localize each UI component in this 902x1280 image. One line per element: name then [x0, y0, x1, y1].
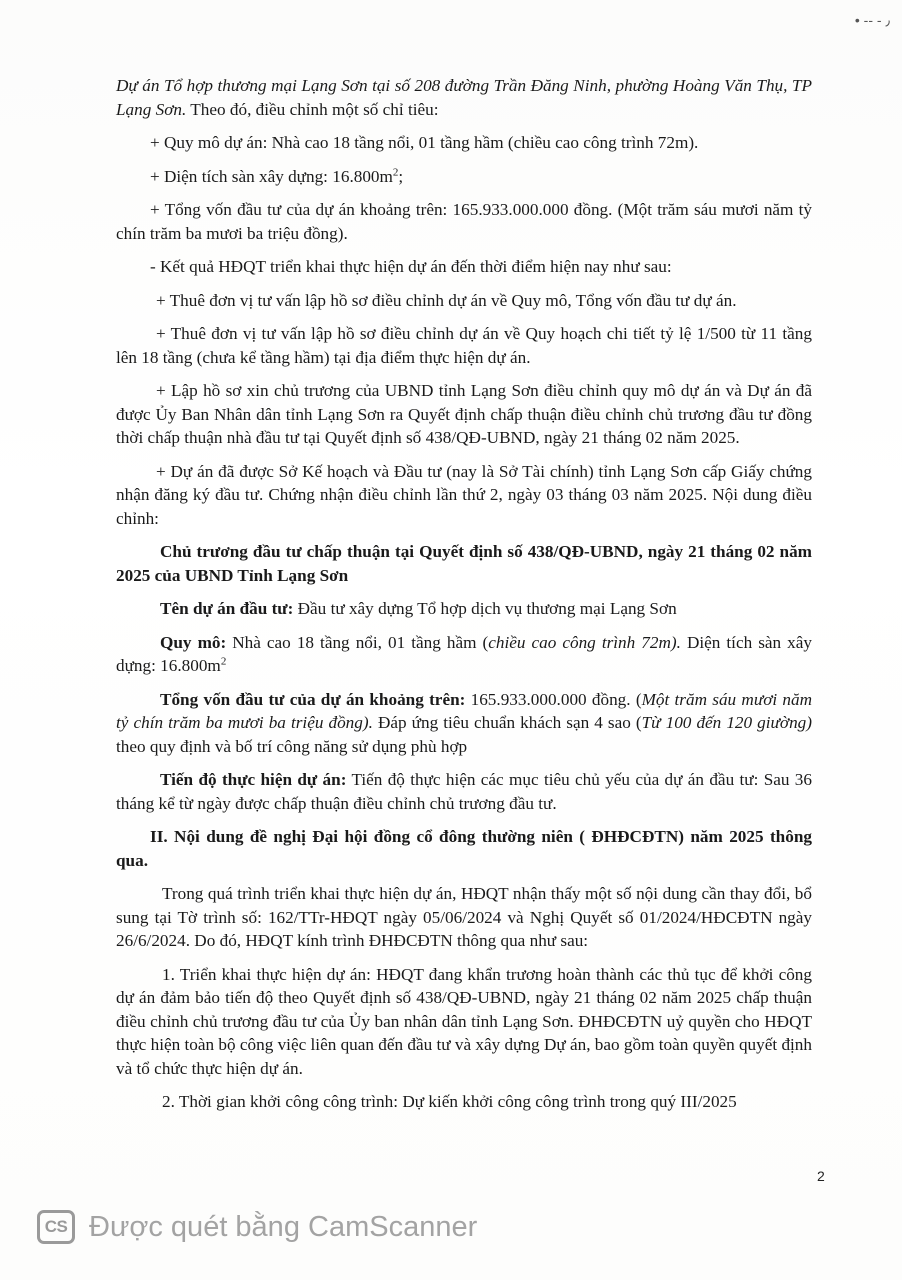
capital-text-1: 165.933.000.000 đồng. ( — [465, 689, 642, 709]
paragraph-consultant-plan: + Thuê đơn vị tư vấn lập hồ sơ điều chỉnh dự án về Quy hoạch chi tiết tỷ lệ 1/500 từ 11 tầng lên 18 tầng (chưa kể tầng hầm) tại địa điểm thực hiện dự án. — [116, 324, 812, 367]
scale-text-1: Nhà cao 18 tầng nổi, 01 tầng hầm ( — [226, 632, 489, 652]
scale-label: Quy mô: — [160, 632, 227, 652]
paragraph-investment-certificate: + Dự án đã được Sở Kế hoạch và Đầu tư (nay là Sở Tài chính) tỉnh Lạng Sơn cấp Giấy chứng nhận đăng ký đầu tư. Chứng nhận điều chỉnh lần thứ 2, ngày 03 tháng 03 năm 2025. Nội dung điều chỉnh: — [116, 461, 812, 528]
section-heading-ii: II. Nội dung đề nghị Đại hội đồng cổ đông thường niên ( ĐHĐCĐTN) năm 2025 thông qua. — [116, 827, 812, 870]
capital-text-2: Đáp ứng tiêu chuẩn khách sạn 4 sao ( — [372, 713, 642, 732]
floor-area-sup: 2 — [392, 165, 399, 178]
document-body — [116, 74, 812, 1124]
paragraph-floor-area — [116, 165, 812, 189]
paragraph-policy-application: + Lập hồ sơ xin chủ trương của UBND tỉnh Lạng Sơn điều chỉnh quy mô dự án và Dự án đã được Ủy Ban Nhân dân tỉnh Lạng Sơn ra Quyết định chấp thuận điều chỉnh chủ trương đầu tư đồng thời chấp thuận nhà đầu tư tại Quyết định số 438/QĐ-UBND, ngày 21 tháng 02 năm 2025. — [116, 381, 812, 447]
paragraph-results-heading: - Kết quả HĐQT triển khai thực hiện dự án đến thời điểm hiện nay như sau: — [150, 257, 672, 276]
paragraph-scale: + Quy mô dự án: Nhà cao 18 tầng nổi, 01 tầng hầm (chiều cao công trình 72m). — [150, 133, 699, 152]
page-number: 2 — [817, 1168, 825, 1184]
paragraph-schedule — [116, 768, 812, 815]
camscanner-watermark — [37, 1207, 477, 1247]
project-name-italic: Dự án Tổ hợp thương mại Lạng Sơn tại số 208 đường Trần Đăng Ninh, phường Hoàng Văn Thụ, TP Lạng Sơn. — [116, 76, 812, 119]
paragraph-item-1: 1. Triển khai thực hiện dự án: HĐQT đang khẩn trương hoàn thành các thủ tục để khởi công dự án đảm bảo tiến độ theo Quyết định số 438/QĐ-UBND, ngày 21 tháng 02 năm 2025 chấp thuận điều chỉnh chủ trương đầu tư của Ủy ban nhân dân tỉnh Lạng Sơn. ĐHĐCĐTN uỷ quyền cho HĐQT thực hiện toàn bộ công việc liên quan đến đầu tư và xây dựng Dự án, bao gồm toàn quyền quyết định và tổ chức thực hiện dự án. — [116, 964, 812, 1078]
paragraph-project-name — [116, 597, 812, 621]
camscanner-logo-icon: CS — [37, 1210, 75, 1244]
schedule-value: Tiến độ thực hiện các mục tiêu chủ yếu của dự án đầu tư: Sau 36 tháng kể từ ngày được chấp thuận điều chỉnh chủ trương đầu tư. — [116, 770, 812, 813]
paragraph-policy-approval-bold: Chủ trương đầu tư chấp thuận tại Quyết định số 438/QĐ-UBND, ngày 21 tháng 02 năm 2025 của UBND Tỉnh Lạng Sơn — [116, 542, 812, 585]
paragraph-item-2: 2. Thời gian khởi công công trình: Dự kiến khởi công công trình trong quý III/2025 — [162, 1092, 737, 1111]
scale-text-2: Diện tích sàn xây dựng: 16.800m — [116, 632, 812, 675]
project-name-value: Đầu tư xây dựng Tổ hợp dịch vụ thương mại Lạng Sơn — [293, 599, 677, 618]
intro-rest: Theo đó, điều chỉnh một số chỉ tiêu: — [186, 99, 439, 119]
capital-text-3: theo quy định và bố trí công năng sử dụng phù hợp — [116, 736, 468, 756]
paragraph-consultant-scale: + Thuê đơn vị tư vấn lập hồ sơ điều chỉnh dự án về Quy mô, Tổng vốn đầu tư dự án. — [156, 290, 737, 310]
project-name-label: Tên dự án đầu tư: — [160, 599, 294, 618]
corner-scan-mark: • -- - ٫ — [854, 12, 890, 28]
paragraph-changes: Trong quá trình triển khai thực hiện dự án, HĐQT nhận thấy một số nội dung cần thay đổi, bổ sung tại Tờ trình số: 162/TTr-HĐQT ngày 05/06/2024 và Nghị Quyết số 01/2024/HĐCĐTN ngày 26/6/2024. Do đó, HĐQT kính trình ĐHĐCĐTN thông qua như sau: — [116, 884, 812, 950]
capital-label: Tổng vốn đầu tư của dự án khoảng trên: — [160, 689, 466, 709]
scale-italic: chiều cao công trình 72m). — [488, 632, 681, 652]
paragraph-total-capital — [116, 688, 812, 759]
floor-area-text: + Diện tích sàn xây dựng: 16.800m — [150, 166, 393, 186]
schedule-label: Tiến độ thực hiện dự án: — [160, 770, 347, 789]
scale-sup: 2 — [220, 655, 227, 668]
capital-italic-2: Từ 100 đến 120 giường) — [641, 713, 813, 732]
paragraph-investment: + Tổng vốn đầu tư của dự án khoảng trên: 165.933.000.000 đồng. (Một trăm sáu mươi năm tỷ chín trăm ba mươi ba triệu đồng). — [116, 200, 812, 243]
floor-area-end: ; — [398, 166, 404, 186]
capital-italic-1: Một trăm sáu mươi năm tỷ chín trăm ba mươi ba triệu đồng). — [116, 689, 813, 732]
camscanner-text: Được quét bằng CamScanner — [89, 1210, 478, 1243]
paragraph-project-intro — [116, 74, 812, 121]
paragraph-scale-detail — [116, 631, 812, 678]
